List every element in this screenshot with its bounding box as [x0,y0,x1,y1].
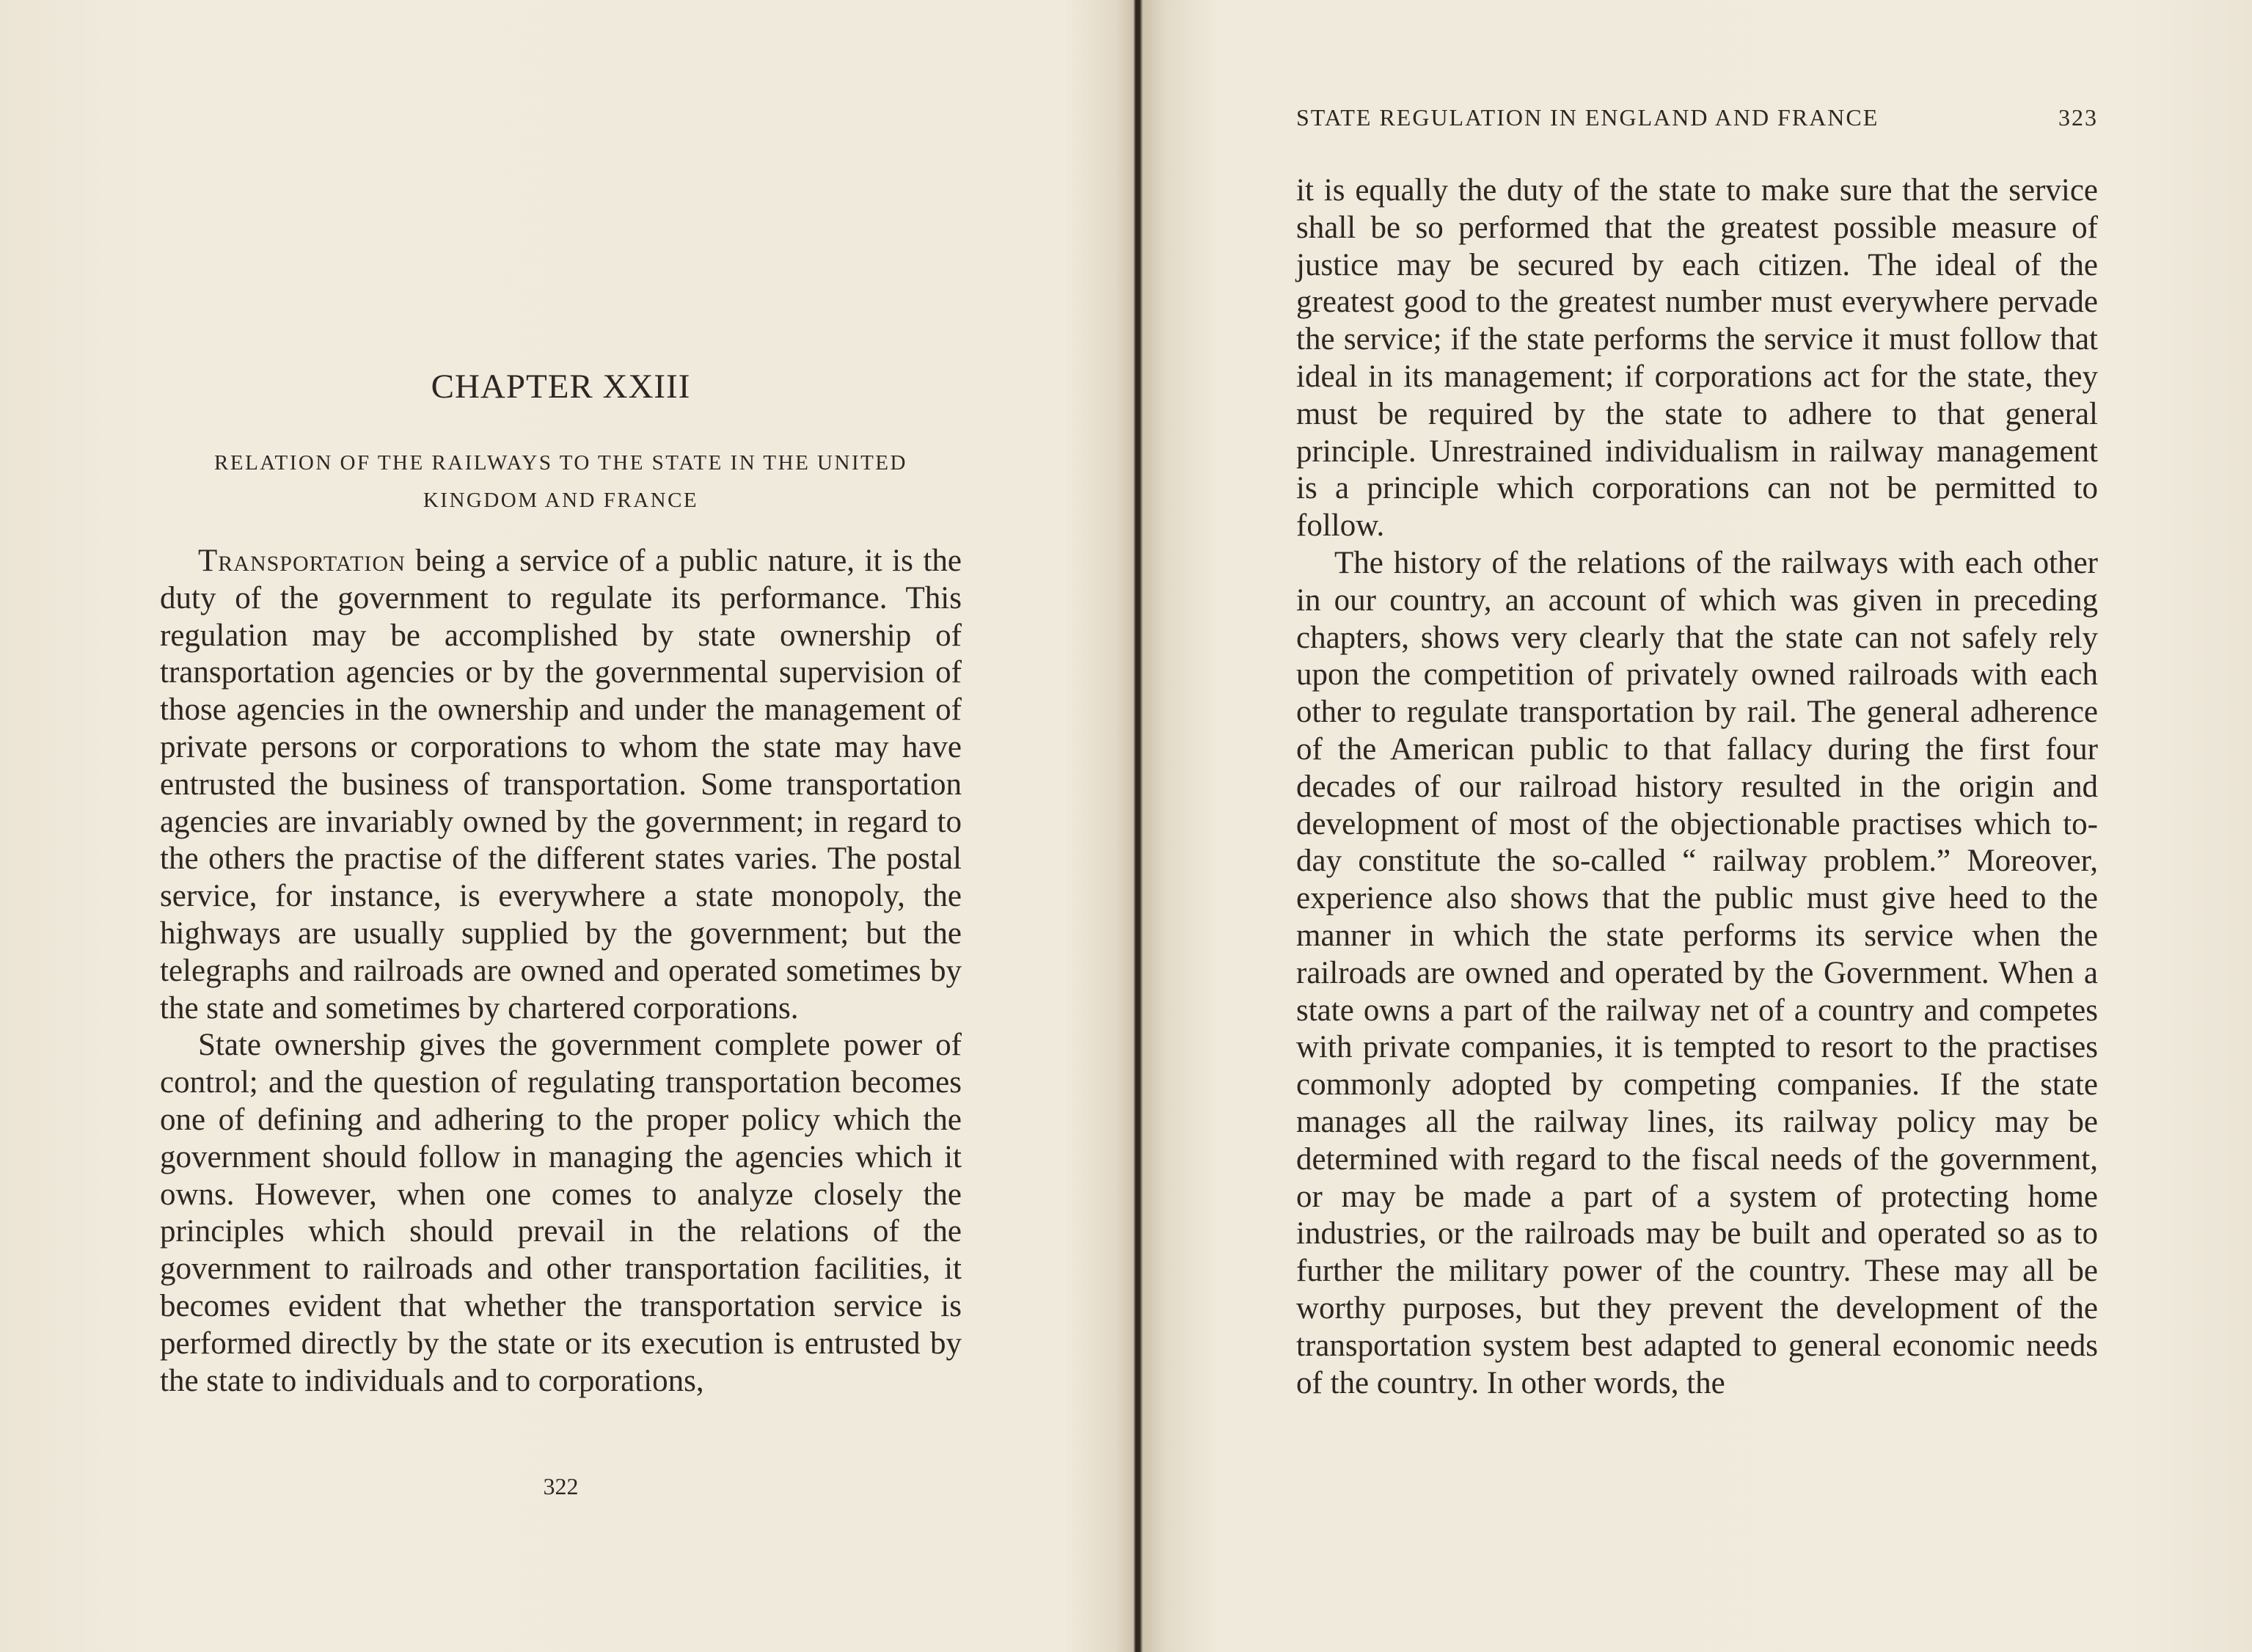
book-gutter [1136,0,1140,1652]
running-head [1296,104,2098,131]
left-paragraph-1 [160,543,962,1027]
right-page [1141,0,2252,1652]
chapter-subtitle: RELATION OF THE RAILWAYS TO THE STATE IN THE UNITED KINGDOM AND FRANCE [214,451,907,512]
right-paragraph-1: it is equally the duty of the state to make sure that the service shall be so performed that the greatest possible measure of justice may be secured by each citizen. The ideal of the greatest good to the greatest number must everywhere pervade the service; if the state performs the service it must follow that ideal in its management; if corporations act for the state, they must be required by the state to adhere to that general principle. Unrestrained individualism in railway management is a principle which corporations can not be permitted to follow. [1296,173,2098,544]
left-paragraph-1-text: being a service of a public nature, it is the duty of the government to regulate its performance. This regulation may be accomplished by state ownership of transportation agencies or by the governmental supervision of those agencies in the ownership and under the management of private persons or corporations to whom the state may have entrusted the business of transportation. Some transportation agencies are invariably owned by the government; in regard to the others the practise of the different states varies. The postal service, for instance, is everywhere a state monopoly, the highways are usually supplied by the government; but the telegraphs and railroads are owned and operated sometimes by the state and sometimes by chartered corporations. [160,544,962,1026]
chapter-title: CHAPTER XXIII [431,368,691,406]
paragraph-lead-word: Transportation [198,544,406,578]
right-page-number: 323 [2058,104,2098,131]
left-page-number: 322 [543,1473,579,1499]
right-paragraph-2: The history of the relations of the railways with each other in our country, an account of which was given in preceding chapters, shows very clearly that the state can not safely rely upon the competition of privately owned railroads with each other to regulate transportation by rail. The general adherence of the American public to that fallacy during the first four decades of our railroad history resulted in the origin and development of most of the objectionable practises which to-day constitute the so-called “ railway problem.” Moreover, experience also shows that the public must give heed to the manner in which the state performs its service when the railroads are owned and operated by the Government. When a state owns a part of the railway net of a country and competes with private companies, it is tempted to resort to the practises commonly adopted by competing companies. If the state manages all the railway lines, its railway policy may be determined with regard to the fiscal needs of the government, or may be made a part of a system of protecting home industries, or the railroads may be built and operated so as to further the military power of the country. These may all be worthy purposes, but they prevent the development of the transportation system best adapted to general economic needs of the country. In other words, the [1296,545,2098,1400]
left-body-text [160,543,962,1400]
right-body-text [1296,172,2098,1402]
running-head-title: STATE REGULATION IN ENGLAND AND FRANCE [1296,104,1879,131]
left-paragraph-2: State ownership gives the government complete power of control; and the question of regulating transportation becomes one of defining and adhering to the proper policy which the government should follow in managing the agencies which it owns. However, when one comes to analyze closely the principles which should prevail in the relations of the government to railroads and other transportation facilities, it becomes evident that whether the transportation service is performed directly by the state or its execution is entrusted by the state to individuals and to corporations, [160,1028,962,1398]
